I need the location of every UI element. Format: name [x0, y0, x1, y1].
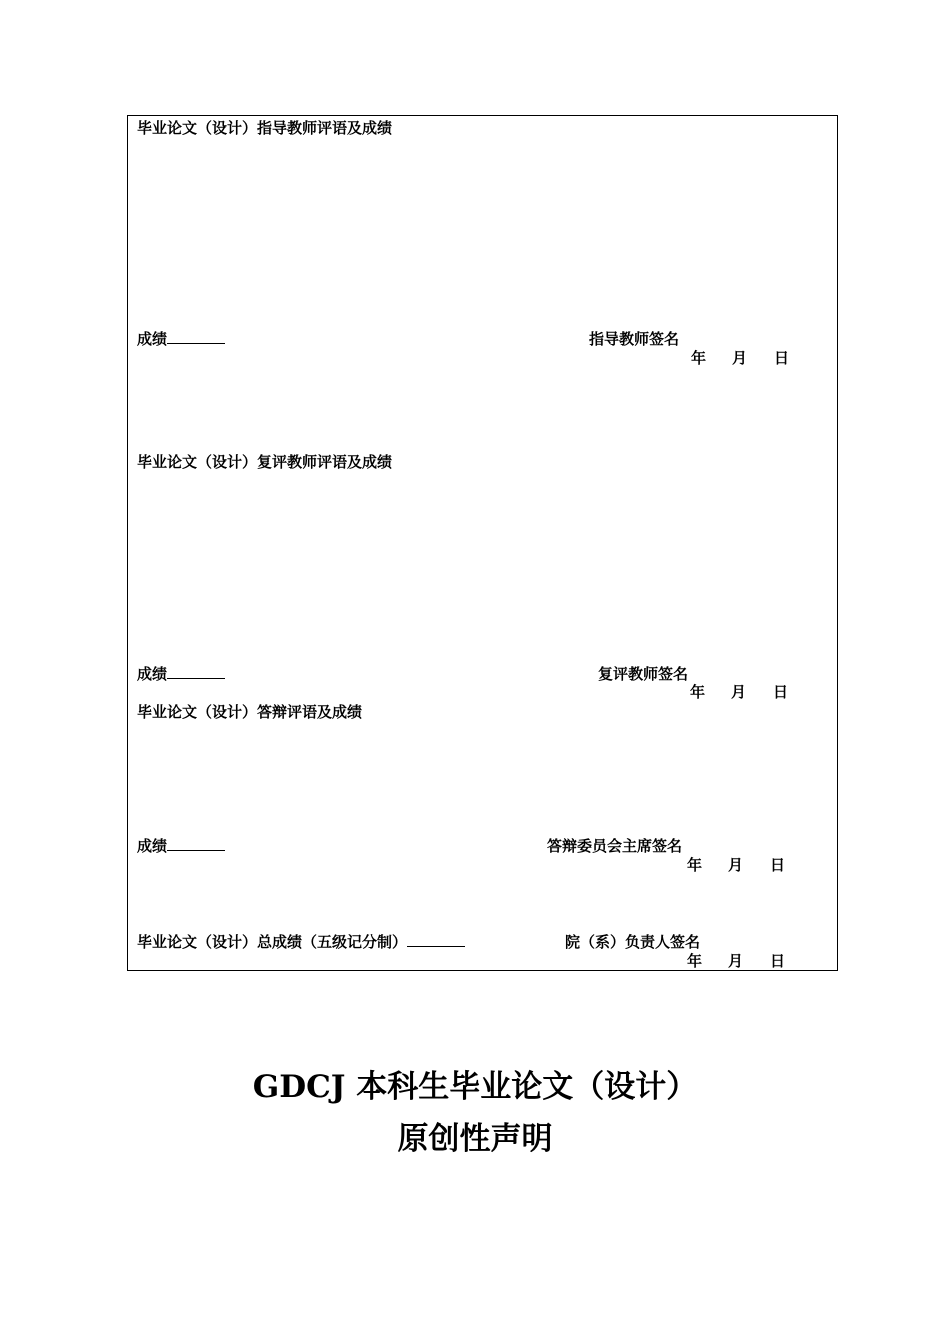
- defense-signature-label: 答辩委员会主席签名: [547, 837, 683, 855]
- advisor-date: [691, 349, 789, 367]
- grade-label: 成绩: [137, 837, 168, 855]
- grade-label: 成绩: [137, 665, 168, 683]
- declaration-title-line2: 原创性声明: [397, 1121, 553, 1157]
- dean-signature-label: 院（系）负责人签名: [565, 933, 701, 951]
- date-month: 月: [732, 349, 748, 367]
- grade-label: 成绩: [137, 330, 168, 348]
- date-year: 年: [687, 952, 703, 970]
- defense-date: [687, 856, 785, 874]
- reviewer-section-heading: 毕业论文（设计）复评教师评语及成绩: [137, 453, 393, 471]
- total-grade-blank-line[interactable]: [407, 933, 465, 947]
- total-grade-section: [127, 874, 838, 971]
- defense-grade-field: [137, 837, 225, 855]
- date-year: 年: [690, 683, 706, 701]
- evaluation-form-table: [127, 115, 838, 972]
- advisor-signature-label: 指导教师签名: [589, 330, 680, 348]
- grade-blank-line[interactable]: [167, 837, 225, 851]
- date-month: 月: [728, 856, 744, 874]
- reviewer-signature-label: 复评教师签名: [598, 665, 689, 683]
- total-grade-label: 毕业论文（设计）总成绩（五级记分制）: [137, 933, 408, 951]
- reviewer-evaluation-section: [127, 450, 838, 702]
- date-day: 日: [770, 952, 786, 970]
- total-grade-field: [137, 933, 465, 951]
- grade-blank-line[interactable]: [167, 330, 225, 344]
- reviewer-grade-field: [137, 665, 225, 683]
- declaration-title-line1: GDCJ 本科生毕业论文（设计）: [252, 1069, 698, 1105]
- date-year: 年: [687, 856, 703, 874]
- date-day: 日: [770, 856, 786, 874]
- defense-section-heading: 毕业论文（设计）答辩评语及成绩: [137, 703, 363, 721]
- dean-date: [687, 952, 785, 970]
- advisor-section-heading: 毕业论文（设计）指导教师评语及成绩: [137, 119, 393, 137]
- reviewer-date: [690, 683, 788, 701]
- date-day: 日: [774, 349, 790, 367]
- date-month: 月: [731, 683, 747, 701]
- date-day: 日: [773, 683, 789, 701]
- date-year: 年: [691, 349, 707, 367]
- advisor-grade-field: [137, 330, 225, 348]
- defense-evaluation-section: [127, 701, 838, 875]
- date-month: 月: [728, 952, 744, 970]
- grade-blank-line[interactable]: [167, 665, 225, 679]
- advisor-evaluation-section: [127, 115, 838, 452]
